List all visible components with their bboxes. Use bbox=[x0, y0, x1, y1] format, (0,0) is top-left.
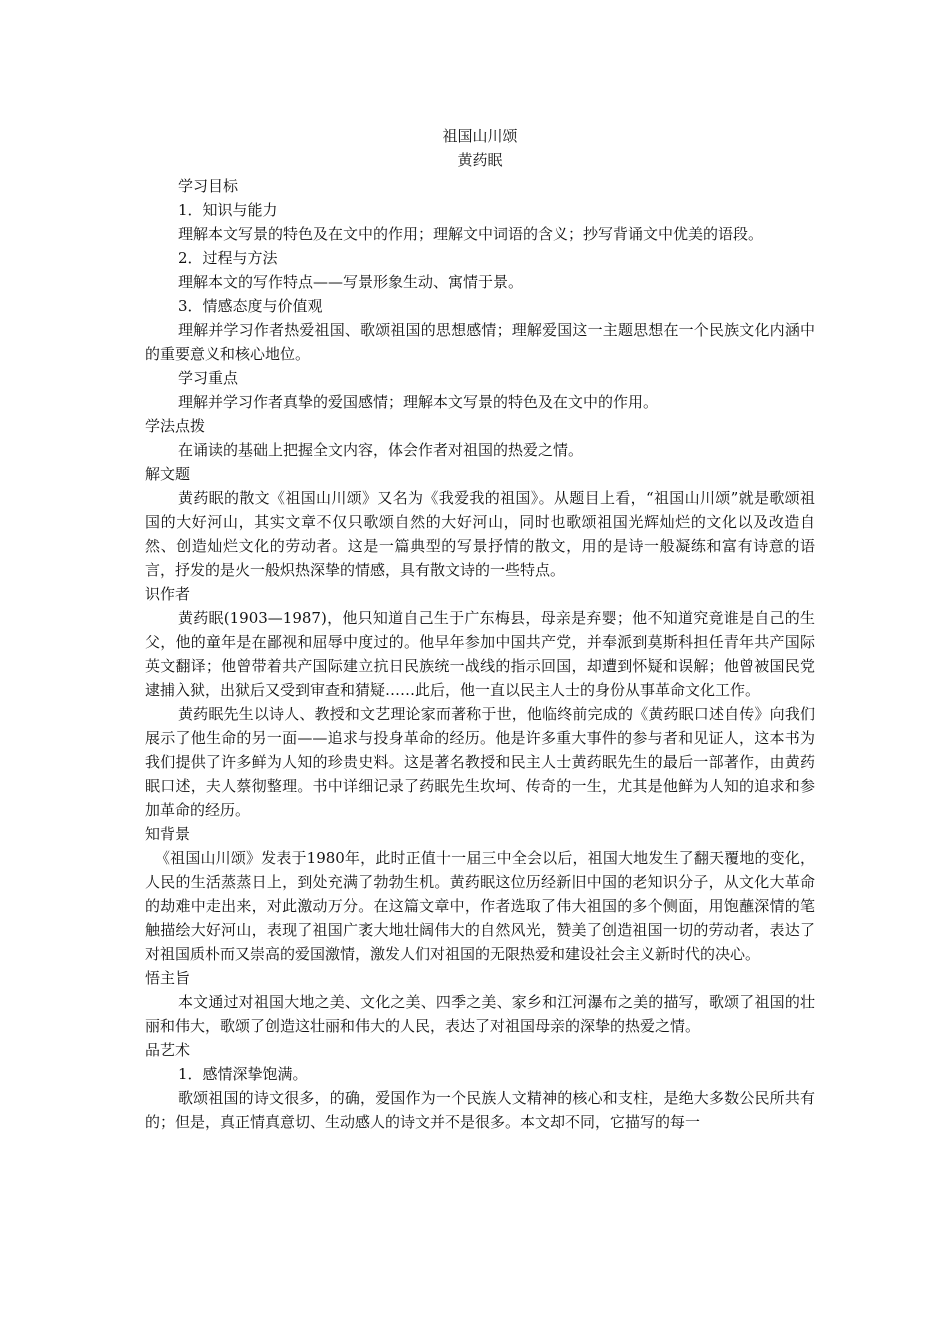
section-heading-title-analysis: 解文题 bbox=[145, 465, 191, 483]
page-title: 祖国山川颂 bbox=[442, 127, 518, 145]
subheading-knowledge: 1．知识与能力 bbox=[178, 201, 278, 219]
paragraph: 理解本文写景的特色及在文中的作用；理解文中词语的含义；抄写背诵文中优美的语段。 bbox=[178, 225, 764, 243]
section-heading-method: 学法点拨 bbox=[145, 417, 206, 435]
paragraph: 《祖国山川颂》发表于1980年，此时正值十一届三中全会以后，祖国大地发生了翻天覆地的变化，人民的生活蒸蒸日上，到处充满了勃勃生机。黄药眠这位历经新旧中国的老知识分子，从文化大革命的劫难中走出来，对此激动万分。在这篇文章中，作者选取了伟大祖国的多个侧面，用饱蘸深情的笔触描绘大好河山，表现了祖国广袤大地壮阔伟大的自然风光，赞美了创造祖国一切的劳动者，表达了对祖国质朴而又崇高的爱国激情，激发人们对祖国的无限热爱和建设社会主义新时代的决心。 bbox=[145, 849, 815, 963]
paragraph: 黄药眠先生以诗人、教授和文艺理论家而著称于世，他临终前完成的《黄药眠口述自传》向我们展示了他生命的另一面——追求与投身革命的经历。他是许多重大事件的参与者和见证人，这本书为我们提供了许多鲜为人知的珍贵史料。这是著名教授和民主人士黄药眠先生的最后一部著作，由黄药眠口述，夫人蔡彻整理。书中详细记录了药眠先生坎坷、传奇的一生，尤其是他鲜为人知的追求和参加革命的经历。 bbox=[145, 705, 815, 819]
paragraph: 理解并学习作者真挚的爱国感情；理解本文写景的特色及在文中的作用。 bbox=[178, 393, 659, 411]
section-heading-goals: 学习目标 bbox=[178, 177, 239, 195]
paragraph: 本文通过对祖国大地之美、文化之美、四季之美、家乡和江河瀑布之美的描写，歌颂了祖国的壮丽和伟大，歌颂了创造这壮丽和伟大的人民，表达了对祖国母亲的深挚的热爱之情。 bbox=[145, 993, 815, 1035]
paragraph: 黄药眠的散文《祖国山川颂》又名为《我爱我的祖国》。从题目上看，“祖国山川颂”就是歌颂祖国的大好河山，其实文章不仅只歌颂自然的大好河山，同时也歌颂祖国光辉灿烂的文化以及改造自然、创造灿烂文化的劳动者。这是一篇典型的写景抒情的散文，用的是诗一般凝练和富有诗意的语言，抒发的是火一般炽热深挚的情感，具有散文诗的一些特点。 bbox=[145, 489, 815, 579]
paragraph: 理解本文的写作特点——写景形象生动、寓情于景。 bbox=[178, 273, 524, 291]
subheading-attitude: 3．情感态度与价值观 bbox=[178, 297, 323, 315]
document-body bbox=[145, 124, 815, 1134]
section-heading-focus: 学习重点 bbox=[178, 369, 239, 387]
paragraph: 理解并学习作者热爱祖国、歌颂祖国的思想感情；理解爱国这一主题思想在一个民族文化内涵中的重要意义和核心地位。 bbox=[145, 321, 815, 363]
section-heading-author: 识作者 bbox=[145, 585, 191, 603]
section-heading-art: 品艺术 bbox=[145, 1041, 191, 1059]
paragraph: 黄药眠(1903—1987)，他只知道自己生于广东梅县，母亲是弃婴；他不知道究竟谁是自己的生父，他的童年是在鄙视和屈辱中度过的。他早年参加中国共产党，并奉派到莫斯科担任青年共产国际英文翻译；他曾带着共产国际建立抗日民族统一战线的指示回国，却遭到怀疑和误解；他曾被国民党逮捕入狱，出狱后又受到审查和猜疑……此后，他一直以民主人士的身份从事革命文化工作。 bbox=[145, 609, 815, 699]
subheading-emotion: 1．感情深挚饱满。 bbox=[178, 1065, 308, 1083]
section-heading-background: 知背景 bbox=[145, 825, 191, 843]
author-name: 黄药眠 bbox=[457, 151, 503, 169]
paragraph: 在诵读的基础上把握全文内容，体会作者对祖国的热爱之情。 bbox=[178, 441, 584, 459]
section-heading-theme: 悟主旨 bbox=[145, 969, 191, 987]
paragraph: 歌颂祖国的诗文很多，的确，爱国作为一个民族人文精神的核心和支柱，是绝大多数公民所共有的；但是，真正情真意切、生动感人的诗文并不是很多。本文却不同，它描写的每一 bbox=[145, 1089, 815, 1131]
subheading-process: 2．过程与方法 bbox=[178, 249, 278, 267]
